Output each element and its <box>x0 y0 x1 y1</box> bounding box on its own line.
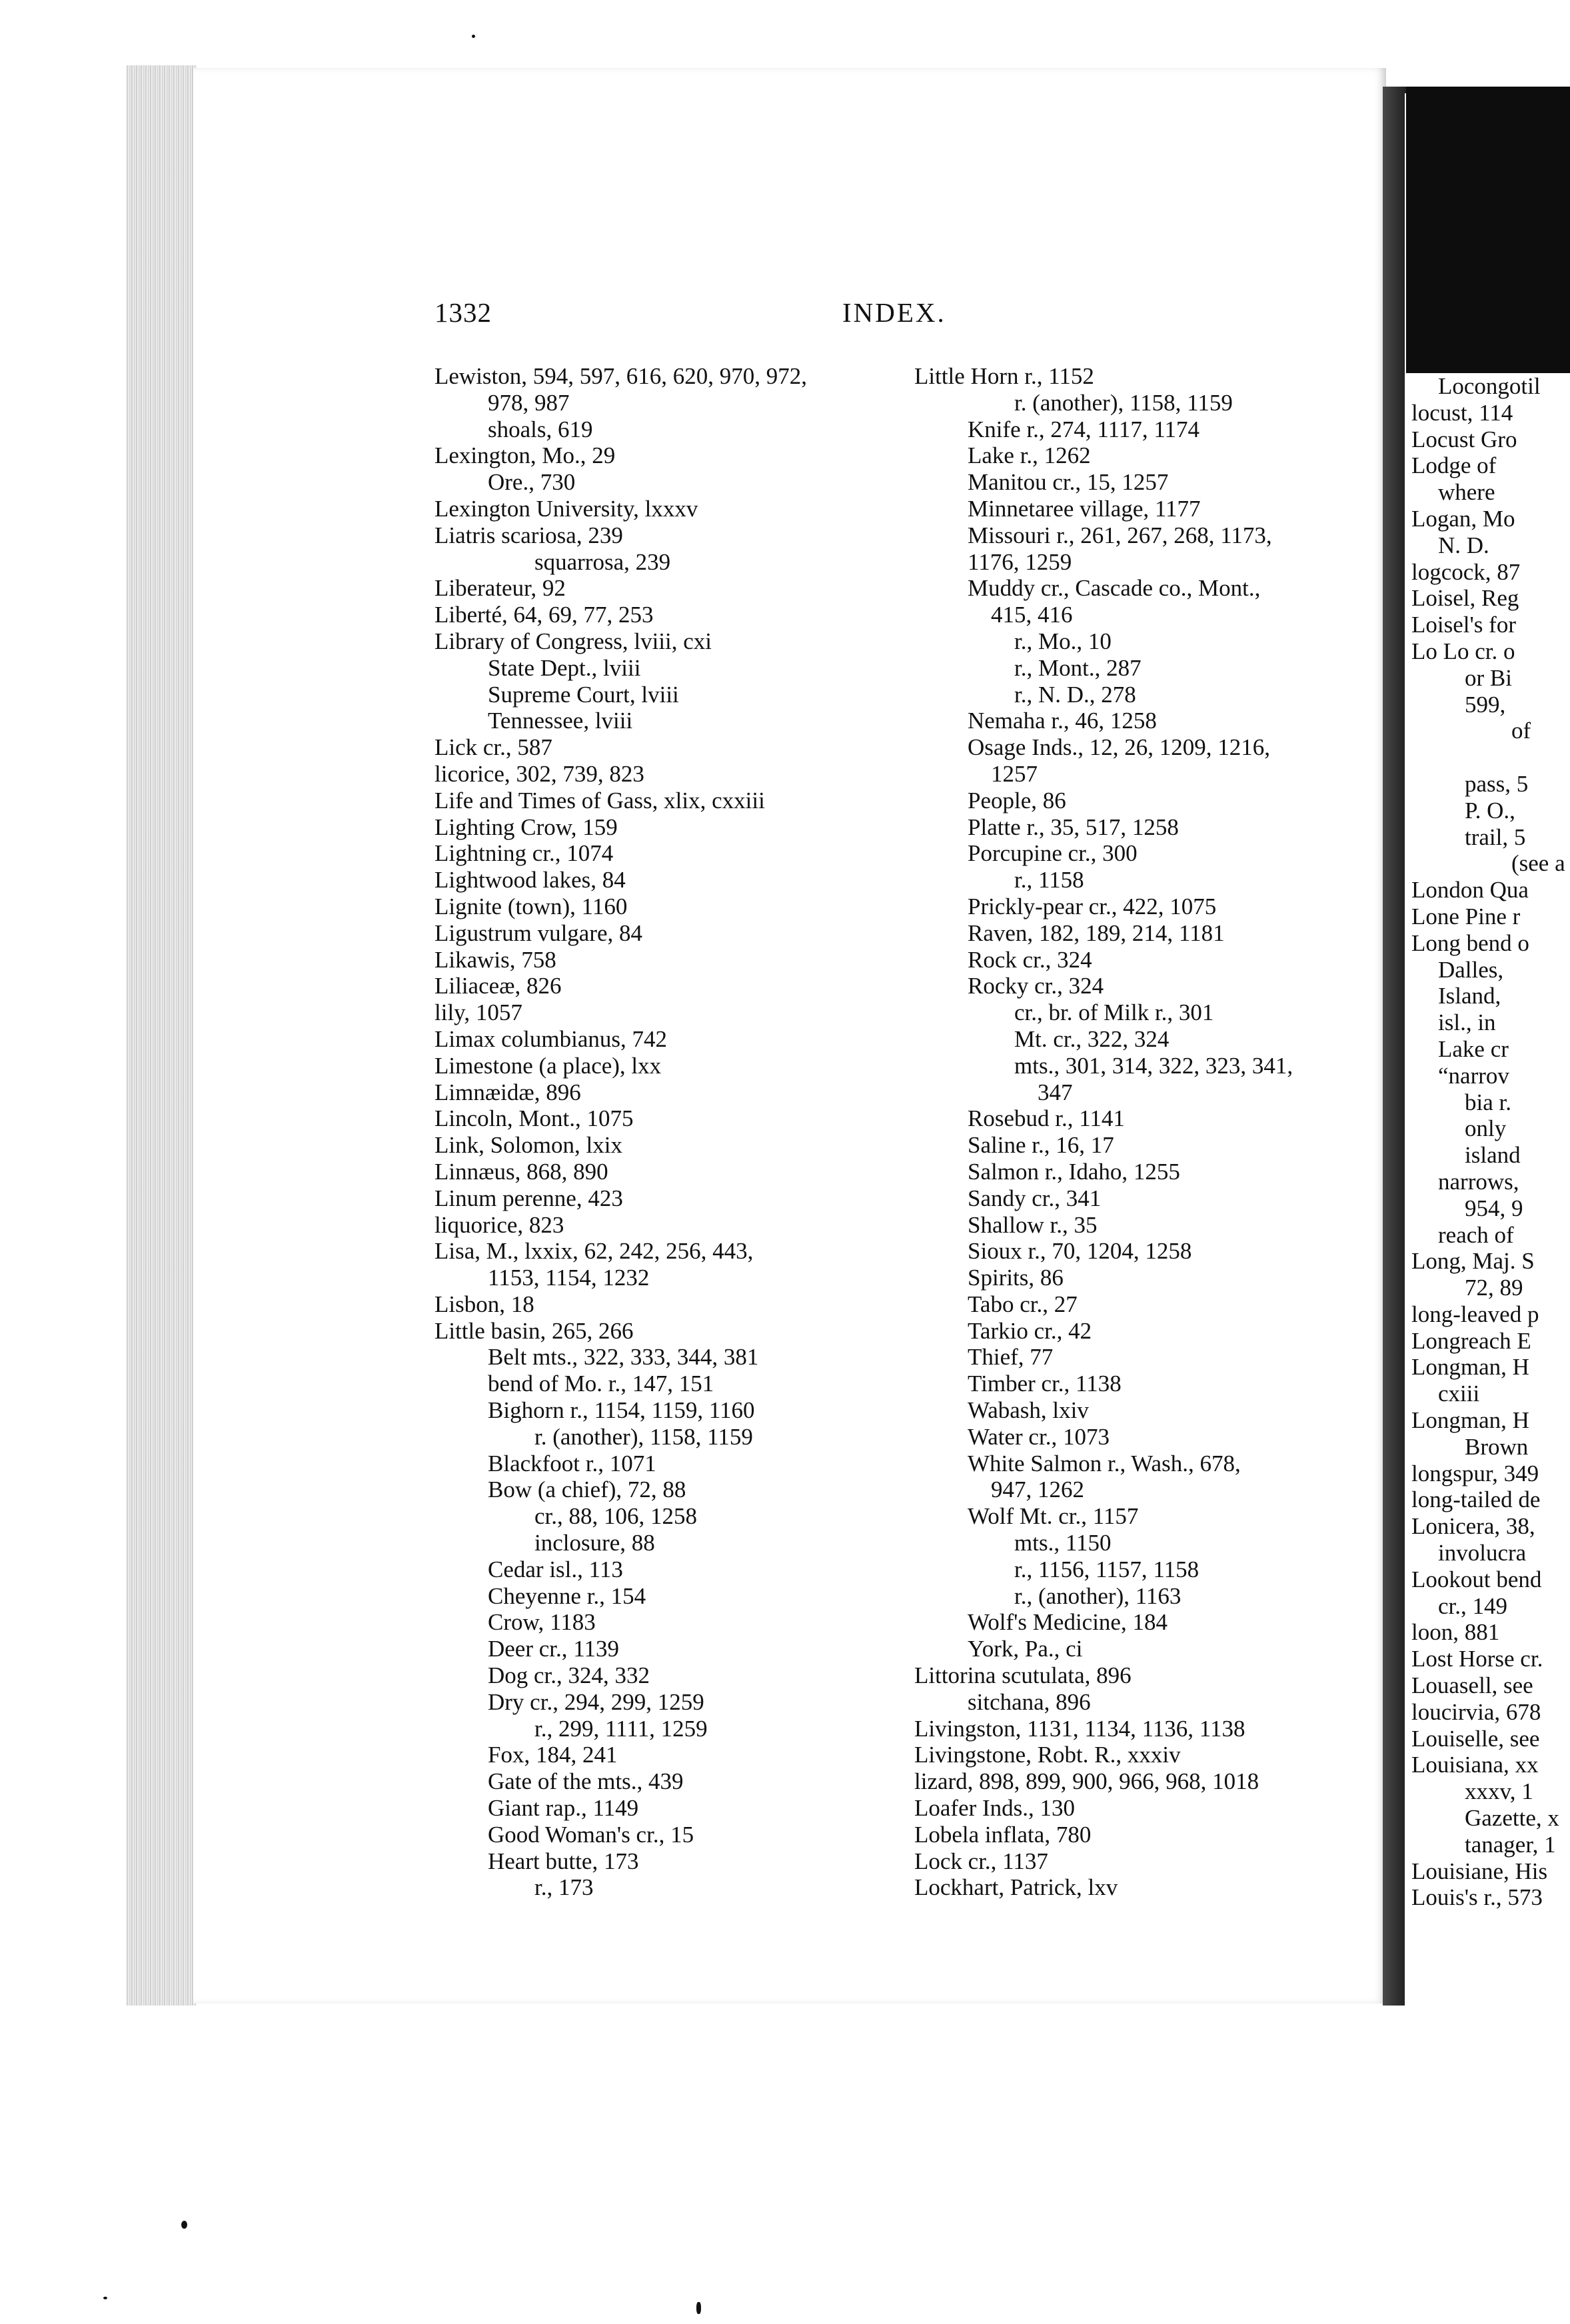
index-entry: r., 299, 1111, 1259 <box>534 1715 708 1742</box>
index-entry: Sandy cr., 341 <box>968 1185 1102 1211</box>
index-entry: Louasell, see <box>1411 1672 1533 1699</box>
index-entry: Liliaceæ, 826 <box>434 973 562 999</box>
index-entry: Timber cr., 1138 <box>968 1371 1122 1397</box>
index-entry: Likawis, 758 <box>434 946 556 973</box>
index-entry: Raven, 182, 189, 214, 1181 <box>968 919 1225 946</box>
index-entry: shoals, 619 <box>488 416 593 442</box>
index-entry: Long, Maj. S <box>1411 1248 1535 1275</box>
index-entry: Liatris scariosa, 239 <box>434 522 623 548</box>
index-entry: Porcupine cr., 300 <box>968 840 1138 867</box>
index-entry: 599, <box>1465 691 1506 718</box>
index-entry: Crow, 1183 <box>488 1609 596 1636</box>
index-entry: Shallow r., 35 <box>968 1211 1098 1238</box>
index-entry: r. (another), 1158, 1159 <box>1014 389 1233 416</box>
index-entry: Livingstone, Robt. R., xxxiv <box>914 1742 1181 1768</box>
index-entry: Dry cr., 294, 299, 1259 <box>488 1688 704 1715</box>
index-entry: 347 <box>1038 1079 1073 1105</box>
book-page-edges <box>127 65 197 2006</box>
index-entry: Cheyenne r., 154 <box>488 1582 646 1609</box>
index-entry: liquorice, 823 <box>434 1211 564 1238</box>
index-entry: Water cr., 1073 <box>968 1423 1110 1450</box>
index-entry: State Dept., lviii <box>488 654 641 681</box>
index-entry: Longreach E <box>1411 1327 1531 1354</box>
page-number: 1332 <box>434 297 492 328</box>
index-entry: licorice, 302, 739, 823 <box>434 760 644 787</box>
index-entry: Lisbon, 18 <box>434 1291 534 1317</box>
index-entry: lizard, 898, 899, 900, 966, 968, 1018 <box>914 1768 1259 1795</box>
index-entry: r., 173 <box>534 1874 594 1901</box>
index-entry: r. (another), 1158, 1159 <box>534 1423 753 1450</box>
index-entry: Lewiston, 594, 597, 616, 620, 970, 972, <box>434 363 808 389</box>
index-entry: Thief, 77 <box>968 1344 1054 1371</box>
index-entry: isl., in <box>1438 1009 1496 1036</box>
index-entry: Good Woman's cr., 15 <box>488 1821 694 1848</box>
index-entry: 947, 1262 <box>991 1476 1084 1503</box>
index-entry <box>1411 744 1570 771</box>
index-entry: People, 86 <box>968 787 1066 814</box>
index-entry: Loisel's for <box>1411 612 1516 638</box>
index-entry: logcock, 87 <box>1411 558 1521 585</box>
index-entry: Lake r., 1262 <box>968 442 1091 469</box>
index-entry: Ligustrum vulgare, 84 <box>434 919 643 946</box>
index-entry: only <box>1465 1115 1507 1142</box>
index-entry: Dog cr., 324, 332 <box>488 1662 650 1689</box>
index-entry: mts., 1150 <box>1014 1530 1112 1556</box>
index-entry: Link, Solomon, lxix <box>434 1132 622 1159</box>
index-entry: Lobela inflata, 780 <box>914 1821 1092 1848</box>
index-entry: Lincoln, Mont., 1075 <box>434 1105 634 1132</box>
index-entry: N. D. <box>1438 532 1489 558</box>
index-entry: Tabo cr., 27 <box>968 1291 1078 1317</box>
index-entry: Supreme Court, lviii <box>488 681 679 708</box>
index-entry: Livingston, 1131, 1134, 1136, 1138 <box>914 1715 1245 1742</box>
index-entry: Muddy cr., Cascade co., Mont., <box>968 575 1261 602</box>
index-entry: Belt mts., 322, 333, 344, 381 <box>488 1344 759 1371</box>
index-entry: bend of Mo. r., 147, 151 <box>488 1371 714 1397</box>
index-entry: “narrov <box>1438 1062 1509 1089</box>
index-entry: of <box>1511 718 1531 744</box>
index-entry: Limax columbianus, 742 <box>434 1025 667 1052</box>
scan-speck <box>472 35 475 38</box>
page-title: INDEX. <box>842 297 946 328</box>
index-entry: Missouri r., 261, 267, 268, 1173, <box>968 522 1272 548</box>
index-entry: Louisiana, xx <box>1411 1752 1539 1778</box>
index-entry: Lightning cr., 1074 <box>434 840 614 867</box>
index-entry: Mt. cr., 322, 324 <box>1014 1025 1170 1052</box>
index-entry: cr., br. of Milk r., 301 <box>1014 999 1214 1026</box>
index-entry: 72, 89 <box>1465 1275 1523 1301</box>
index-entry: locust, 114 <box>1411 399 1513 426</box>
index-entry: Dalles, <box>1438 956 1504 983</box>
index-entry: Lisa, M., lxxix, 62, 242, 256, 443, <box>434 1238 754 1265</box>
index-entry: sitchana, 896 <box>968 1688 1091 1715</box>
index-entry: Locust Gro <box>1411 426 1517 452</box>
index-column-right <box>914 363 1381 1901</box>
index-entry: long-leaved p <box>1411 1301 1539 1327</box>
index-entry: Lake cr <box>1438 1035 1509 1062</box>
index-entry: Little Horn r., 1152 <box>914 363 1094 389</box>
index-entry: Minnetaree village, 1177 <box>968 495 1201 522</box>
index-entry: Lick cr., 587 <box>434 734 552 761</box>
index-entry: Locongotil <box>1438 373 1541 399</box>
index-entry: 1257 <box>991 760 1038 787</box>
index-entry: Long bend o <box>1411 929 1529 956</box>
index-entry: longspur, 349 <box>1411 1460 1539 1486</box>
index-entry: 1176, 1259 <box>968 548 1072 575</box>
index-entry: Lignite (town), 1160 <box>434 893 628 919</box>
index-entry: Limestone (a place), lxx <box>434 1052 662 1079</box>
index-entry: P. O., <box>1465 797 1515 824</box>
index-entry: Lookout bend <box>1411 1566 1542 1592</box>
index-entry: Nemaha r., 46, 1258 <box>968 708 1157 734</box>
index-entry: Brown <box>1465 1433 1529 1460</box>
index-entry: Lockhart, Patrick, lxv <box>914 1874 1118 1901</box>
index-entry: cr., 149 <box>1438 1592 1508 1619</box>
index-entry: Deer cr., 1139 <box>488 1636 619 1662</box>
index-entry: 415, 416 <box>991 602 1073 628</box>
index-entry: Gazette, x <box>1465 1805 1559 1832</box>
index-entry: Giant rap., 1149 <box>488 1795 639 1822</box>
index-entry: r., Mont., 287 <box>1014 654 1142 681</box>
index-entry: Knife r., 274, 1117, 1174 <box>968 416 1200 442</box>
index-entry: trail, 5 <box>1465 824 1526 850</box>
index-entry: mts., 301, 314, 322, 323, 341, <box>1014 1052 1293 1079</box>
index-entry: Loafer Inds., 130 <box>914 1795 1076 1822</box>
index-entry: r., N. D., 278 <box>1014 681 1136 708</box>
index-entry: Manitou cr., 15, 1257 <box>968 469 1169 496</box>
index-entry: Lightwood lakes, 84 <box>434 867 626 893</box>
index-entry: Liberateur, 92 <box>434 575 566 602</box>
index-entry: Louiselle, see <box>1411 1725 1540 1752</box>
index-entry: Salmon r., Idaho, 1255 <box>968 1158 1180 1185</box>
index-entry: Loisel, Reg <box>1411 585 1519 612</box>
scan-speck <box>181 2221 187 2229</box>
page-header <box>434 296 954 336</box>
index-entry: Life and Times of Gass, xlix, cxxiii <box>434 787 765 814</box>
index-entry: Lo Lo cr. o <box>1411 638 1515 664</box>
index-entry: or Bi <box>1465 664 1512 691</box>
index-entry: Ore., 730 <box>488 469 576 496</box>
index-entry: r., 1156, 1157, 1158 <box>1014 1556 1199 1582</box>
index-entry: Bow (a chief), 72, 88 <box>488 1476 686 1503</box>
index-entry: r., Mo., 10 <box>1014 628 1112 654</box>
index-entry: Lexington, Mo., 29 <box>434 442 616 469</box>
facing-page-dark-band <box>1406 87 1570 373</box>
index-entry: Bighorn r., 1154, 1159, 1160 <box>488 1397 755 1424</box>
index-entry: Wabash, lxiv <box>968 1397 1089 1424</box>
index-entry: tanager, 1 <box>1465 1831 1556 1858</box>
index-entry: Heart butte, 173 <box>488 1848 639 1874</box>
index-entry: Logan, Mo <box>1411 505 1515 532</box>
index-entry: r., 1158 <box>1014 867 1084 893</box>
index-entry: Gate of the mts., 439 <box>488 1768 684 1795</box>
index-entry: Lock cr., 1137 <box>914 1848 1048 1874</box>
index-entry: cxiii <box>1438 1381 1480 1407</box>
index-entry: Limnæidæ, 896 <box>434 1079 581 1105</box>
index-entry: Longman, H <box>1411 1354 1529 1381</box>
index-entry: loon, 881 <box>1411 1619 1500 1646</box>
index-entry: bia r. <box>1465 1089 1511 1115</box>
index-entry: York, Pa., ci <box>968 1636 1083 1662</box>
index-entry: r., (another), 1163 <box>1014 1582 1181 1609</box>
index-entry: Lone Pine r <box>1411 903 1521 929</box>
index-entry: Island, <box>1438 983 1501 1009</box>
index-entry: Library of Congress, lviii, cxi <box>434 628 712 654</box>
index-entry: squarrosa, 239 <box>534 548 671 575</box>
index-entry: Linnæus, 868, 890 <box>434 1158 608 1185</box>
index-entry: Wolf's Medicine, 184 <box>968 1609 1168 1636</box>
index-entry: Tennessee, lviii <box>488 708 633 734</box>
index-entry: Blackfoot r., 1071 <box>488 1450 656 1476</box>
index-entry: Cedar isl., 113 <box>488 1556 623 1582</box>
index-entry: reach of <box>1438 1221 1514 1248</box>
index-entry: Osage Inds., 12, 26, 1209, 1216, <box>968 734 1270 761</box>
index-entry: Platte r., 35, 517, 1258 <box>968 814 1179 840</box>
index-entry: Wolf Mt. cr., 1157 <box>968 1503 1139 1530</box>
index-entry: island <box>1465 1142 1521 1169</box>
index-entry: Lonicera, 38, <box>1411 1513 1535 1540</box>
index-entry: White Salmon r., Wash., 678, <box>968 1450 1241 1476</box>
index-entry: lily, 1057 <box>434 999 522 1026</box>
index-entry: cr., 88, 106, 1258 <box>534 1503 698 1530</box>
index-entry: Saline r., 16, 17 <box>968 1132 1114 1159</box>
index-entry: involucra <box>1438 1540 1527 1566</box>
index-entry: inclosure, 88 <box>534 1530 655 1556</box>
scan-speck <box>103 2297 107 2299</box>
index-column-facing-page <box>1411 373 1570 1911</box>
index-entry: Rosebud r., 1141 <box>968 1105 1125 1132</box>
index-entry: Liberté, 64, 69, 77, 253 <box>434 602 654 628</box>
index-entry: 1153, 1154, 1232 <box>488 1265 650 1291</box>
index-entry: Littorina scutulata, 896 <box>914 1662 1132 1689</box>
index-entry: where <box>1438 479 1495 506</box>
index-entry: London Qua <box>1411 877 1529 903</box>
index-entry: Tarkio cr., 42 <box>968 1317 1092 1344</box>
index-column-left <box>434 363 888 1901</box>
index-entry: Louis's r., 573 <box>1411 1884 1543 1911</box>
index-entry: long-tailed de <box>1411 1486 1541 1513</box>
index-entry: Fox, 184, 241 <box>488 1742 618 1768</box>
index-entry: Linum perenne, 423 <box>434 1185 623 1211</box>
index-entry: pass, 5 <box>1465 770 1529 797</box>
index-entry: loucirvia, 678 <box>1411 1698 1541 1725</box>
index-entry: Louisiane, His <box>1411 1858 1548 1884</box>
index-entry: (see a <box>1511 850 1565 877</box>
index-entry: Lost Horse cr. <box>1411 1646 1543 1672</box>
index-entry: narrows, <box>1438 1168 1519 1195</box>
index-entry: Rocky cr., 324 <box>968 973 1104 999</box>
index-entry: Lexington University, lxxxv <box>434 495 698 522</box>
scan-speck <box>696 2302 701 2314</box>
index-entry: Rock cr., 324 <box>968 946 1092 973</box>
index-entry: Lighting Crow, 159 <box>434 814 618 840</box>
index-entry: xxxv, 1 <box>1465 1778 1533 1805</box>
index-entry: Lodge of <box>1411 452 1497 479</box>
index-entry: 954, 9 <box>1465 1195 1523 1221</box>
index-entry: Sioux r., 70, 1204, 1258 <box>968 1238 1192 1265</box>
index-entry: Prickly-pear cr., 422, 1075 <box>968 893 1217 919</box>
index-entry: Little basin, 265, 266 <box>434 1317 634 1344</box>
index-entry: Longman, H <box>1411 1407 1529 1434</box>
index-entry: Spirits, 86 <box>968 1265 1064 1291</box>
index-entry: 978, 987 <box>488 389 570 416</box>
